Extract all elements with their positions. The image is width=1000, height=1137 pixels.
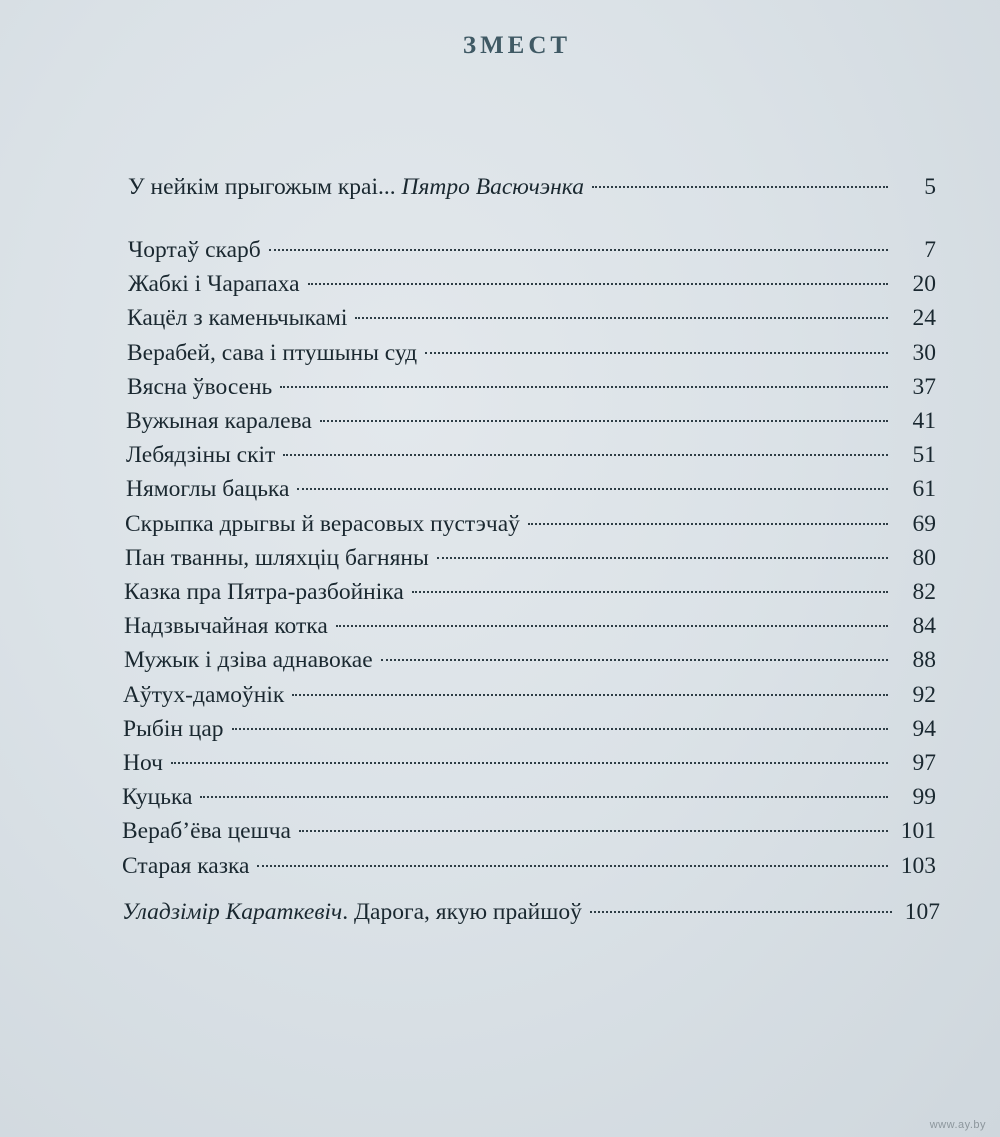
dot-leader [336, 625, 888, 627]
toc-entry-title: Рыбін цар [123, 716, 224, 742]
toc-entry [122, 851, 936, 881]
toc-page-number: 41 [912, 408, 936, 434]
toc-entry [122, 782, 936, 812]
toc-entry [125, 509, 936, 539]
toc-entry-title: Жабкі і Чарапаха [128, 271, 300, 297]
dot-leader [425, 352, 888, 354]
dot-leader [592, 186, 888, 188]
dot-leader [257, 865, 888, 867]
toc-entry [126, 474, 936, 504]
toc-preface-title [128, 172, 592, 202]
toc-entry [125, 543, 936, 573]
watermark: www.ay.by [929, 1119, 986, 1131]
toc-entry [124, 611, 936, 641]
toc-entry [127, 372, 936, 402]
toc-entry [123, 748, 936, 778]
toc-entry [126, 440, 936, 470]
dot-leader [528, 523, 888, 525]
dot-leader [412, 591, 888, 593]
dot-leader [381, 659, 888, 661]
dot-leader [355, 317, 888, 319]
toc-entry-title: Ноч [123, 750, 163, 776]
toc-page-number: 88 [912, 647, 936, 673]
dot-leader [200, 796, 888, 798]
toc-entry-title: Казка пра Пятра-разбойніка [124, 579, 404, 605]
toc-entry-title: Нямоглы бацька [126, 476, 290, 502]
toc-page-number: 94 [912, 716, 936, 742]
toc-entry-title: Мужык і дзіва аднавокае [124, 647, 373, 673]
toc-entry-title: Пан тванны, шляхціц багняны [125, 545, 429, 571]
toc-entry [127, 338, 936, 368]
toc-page-number: 7 [924, 237, 936, 263]
toc-entry [122, 816, 936, 846]
toc-page-number: 5 [924, 174, 936, 200]
preface-title: У нейкім прыгожым краі... [128, 174, 396, 200]
toc-page-number: 30 [912, 340, 936, 366]
dot-leader [297, 488, 888, 490]
toc-page-number: 82 [912, 579, 936, 605]
toc-page-number: 24 [912, 305, 936, 331]
toc-entry-title: Аўтух-дамоўнік [123, 682, 285, 708]
toc-page-number: 61 [912, 476, 936, 502]
toc-page-number: 101 [900, 818, 936, 844]
toc-entry [128, 269, 936, 299]
toc-page-number: 80 [912, 545, 936, 571]
preface-author: Пятро Васючэнка [401, 174, 584, 200]
toc-afterword-title [122, 897, 590, 927]
toc-page-number: 99 [912, 784, 936, 810]
dot-leader [171, 762, 888, 764]
afterword-title: . Дарога, якую прайшоў [342, 899, 582, 925]
dot-leader [292, 694, 888, 696]
toc-afterword [122, 897, 940, 927]
toc-entry-title: Вясна ўвосень [127, 374, 273, 400]
dot-leader [299, 830, 888, 832]
dot-leader [232, 728, 888, 730]
toc-page-number: 20 [912, 271, 936, 297]
toc-entry-title: Куцька [122, 784, 193, 810]
dot-leader [308, 283, 888, 285]
toc-page-number: 37 [912, 374, 936, 400]
toc-entry [123, 714, 936, 744]
dot-leader [280, 386, 888, 388]
toc-page-number: 51 [912, 442, 936, 468]
toc-entry [127, 303, 936, 333]
toc-entry-title: Лебядзіны скіт [126, 442, 276, 468]
toc-entry-title: Верабей, сава і птушыны суд [127, 340, 418, 366]
dot-leader [437, 557, 888, 559]
toc-preface [128, 172, 936, 202]
afterword-author: Уладзімір Караткевіч [122, 899, 343, 925]
dot-leader [590, 911, 892, 913]
toc-page-number: 107 [904, 899, 940, 925]
toc-entry [124, 645, 936, 675]
toc-entry [124, 577, 936, 607]
toc-entry [128, 235, 936, 265]
toc-page-number: 84 [912, 613, 936, 639]
toc-entry-title: Скрыпка дрыгвы й верасовых пустэчаў [125, 511, 520, 537]
toc-entry [126, 406, 936, 436]
toc-entry-title: Вужыная каралева [126, 408, 312, 434]
toc-page-number: 92 [912, 682, 936, 708]
toc-entry-title: Вераб’ёва цешча [122, 818, 291, 844]
dot-leader [320, 420, 888, 422]
toc-entry-title: Чортаў скарб [128, 237, 261, 263]
page-title: ЗМЕСТ [462, 32, 572, 59]
toc-entry-title: Надзвычайная котка [124, 613, 328, 639]
toc-page-number: 69 [912, 511, 936, 537]
toc-entry [123, 680, 936, 710]
toc-page-number: 97 [912, 750, 936, 776]
toc-entry-title: Старая казка [122, 853, 250, 879]
dot-leader [269, 249, 888, 251]
toc-page-number: 103 [900, 853, 936, 879]
toc-entry-title: Кацёл з каменьчыкамі [127, 305, 348, 331]
dot-leader [283, 454, 888, 456]
